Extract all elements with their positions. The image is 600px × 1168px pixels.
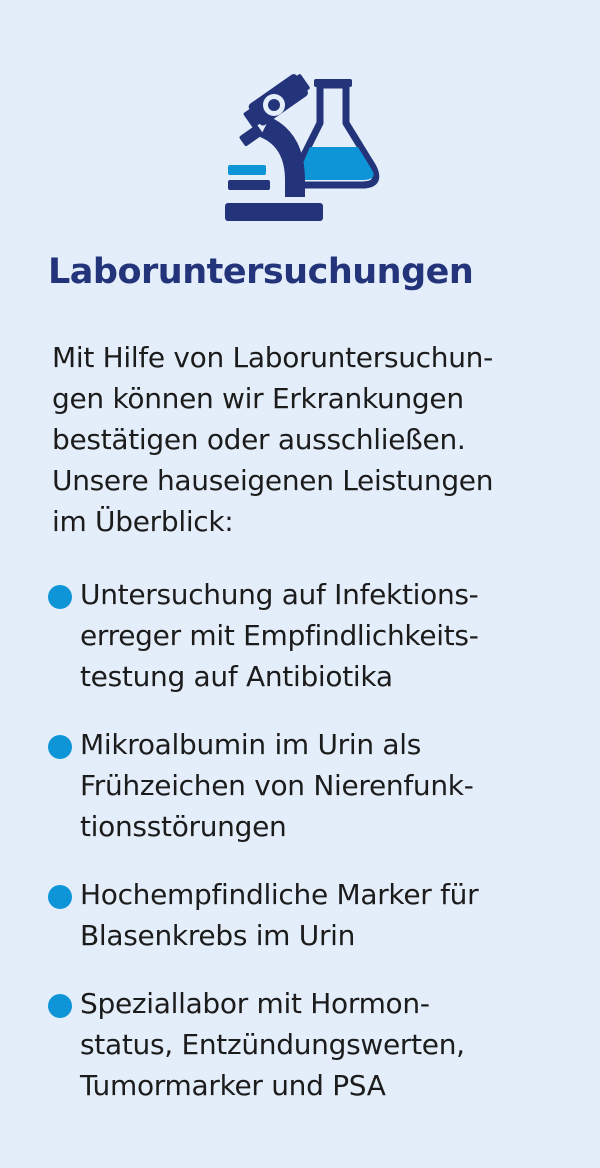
list-item-line: erreger mit Empfindlichkeits- xyxy=(80,619,479,652)
intro-text xyxy=(52,337,572,542)
list-item xyxy=(48,574,588,697)
list-item-line: tionsstörungen xyxy=(80,810,287,843)
list-item-line: Mikroalbumin im Urin als xyxy=(80,728,422,761)
list-item-line: Speziallabor mit Hormon- xyxy=(80,987,430,1020)
page-title: Laboruntersuchungen xyxy=(48,252,474,292)
list-item-line: Untersuchung auf Infektions- xyxy=(80,578,479,611)
intro-line: bestätigen oder ausschließen. xyxy=(52,423,466,456)
bullet-dot-icon xyxy=(48,885,72,909)
list-item xyxy=(48,874,588,956)
list-item-line: Blasenkrebs im Urin xyxy=(80,919,356,952)
intro-line: Mit Hilfe von Laboruntersuchun- xyxy=(52,341,493,374)
intro-line: gen können wir Erkrankungen xyxy=(52,382,464,415)
list-item xyxy=(48,983,588,1106)
list-item xyxy=(48,724,588,847)
intro-line: im Überblick: xyxy=(52,505,234,538)
list-item-line: Tumormarker und PSA xyxy=(80,1069,386,1102)
microscope-flask-icon xyxy=(210,55,400,230)
bullet-dot-icon xyxy=(48,735,72,759)
list-item-line: Hochempfindliche Marker für xyxy=(80,878,479,911)
list-item-line: testung auf Antibiotika xyxy=(80,660,393,693)
services-list xyxy=(48,574,588,1133)
list-item-line: status, Entzündungswerten, xyxy=(80,1028,465,1061)
list-item-line: Frühzeichen von Nierenfunk- xyxy=(80,769,474,802)
intro-line: Unsere hauseigenen Leistungen xyxy=(52,464,494,497)
bullet-dot-icon xyxy=(48,585,72,609)
bullet-dot-icon xyxy=(48,994,72,1018)
